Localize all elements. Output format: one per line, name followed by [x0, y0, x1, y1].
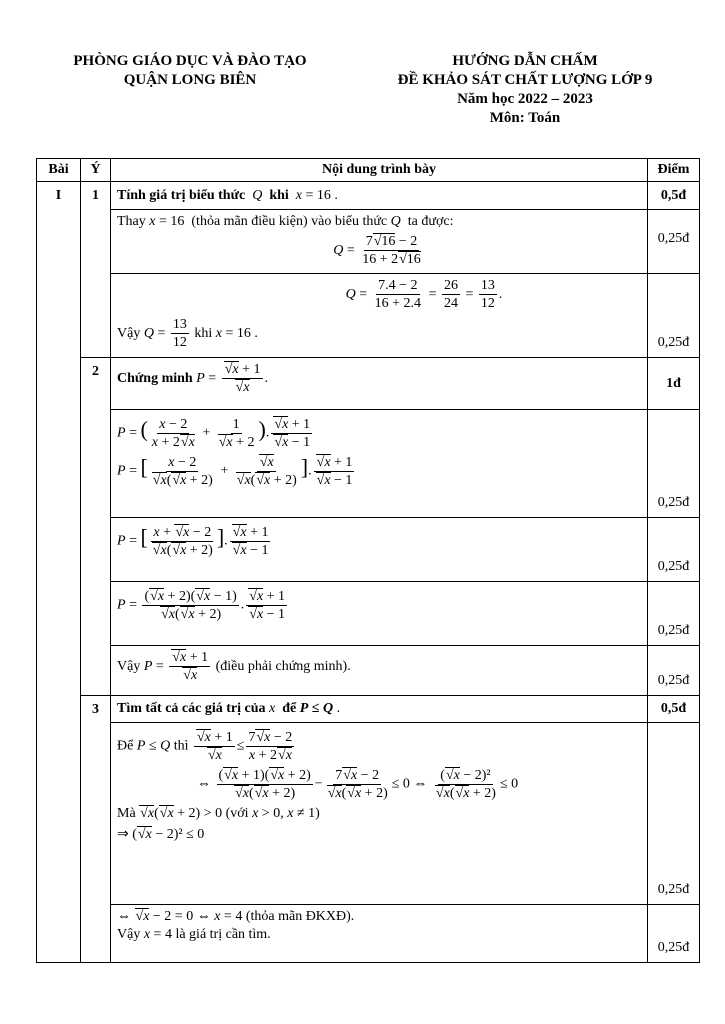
table-row	[37, 358, 700, 410]
q1-step1: Thay x = 16 (thỏa mãn điều kiện) vào biểu thức Q ta được: Q = $\frac{7√16 - 2}{16 + 2√16}$	[111, 210, 647, 272]
q2-step3-points: 0,25đ	[648, 582, 700, 646]
q1-step2-points: 0,25đ	[648, 274, 700, 358]
table-row	[37, 905, 700, 963]
q1-formula-1: Q = $\frac{7√16 - 2}{16 + 2√16}$	[333, 234, 421, 267]
subject: Môn: Toán	[489, 110, 561, 126]
table-row	[37, 210, 700, 274]
doc-title: HƯỚNG DẪN CHẤM	[452, 53, 598, 69]
department-name: PHÒNG GIÁO DỤC VÀ ĐÀO TẠO	[73, 53, 307, 69]
table-row	[37, 274, 700, 358]
table-row	[37, 182, 700, 210]
col-header-y: Ý	[81, 159, 111, 182]
table-row	[37, 723, 700, 905]
q2-title: Chứng minh P = $\frac{√x + 1}{√x}$ .	[117, 362, 268, 395]
table-row	[37, 696, 700, 723]
grading-table	[36, 158, 700, 963]
exam-title: ĐỀ KHẢO SÁT CHẤT LƯỢNG LỚP 9	[397, 72, 653, 88]
table-row	[37, 410, 700, 518]
q3-title: Tìm tất cả các giá trị của x để P ≤ Q .	[117, 701, 341, 716]
col-header-points: Điểm	[648, 159, 700, 182]
bai-number: I	[37, 182, 81, 963]
table-row	[37, 646, 700, 696]
q1-number: 1	[81, 182, 111, 358]
q3-step2-points: 0,25đ	[648, 905, 700, 963]
q2-step2: P = [ $\frac{x + √x - 2}{√x(√x + 2)}$ ]. $\frac{√x + 1}{√x - 1}$	[117, 524, 269, 558]
q2-conclusion: Vậy P = $\frac{√x + 1}{√x}$ (điều phải chứng minh).	[117, 650, 351, 683]
q2-step2-points: 0,25đ	[648, 518, 700, 582]
q2-step1-points: 0,25đ	[648, 410, 700, 518]
table-row	[37, 518, 700, 582]
col-header-bai: Bài	[37, 159, 81, 182]
q3-number: 3	[81, 696, 111, 963]
q2-step3: P = $\frac{(√x + 2)(√x - 1)}{√x(√x + 2)}$ . $\frac{√x + 1}{√x - 1}$	[117, 589, 286, 622]
q1-step2	[111, 274, 647, 355]
table-row	[37, 582, 700, 646]
q3-step1: Để P ≤ Q thì $\frac{√x + 1}{√x}$ ≤ $\frac{7√x - 2}{x + 2√x}$ ⇔ $\frac{(√x + 1)(√x + 2)}{√x(√x + 2)}$ − $\frac{7√x - 2}{√x(√x + 2)}$ ≤ 0 ⇔ $\frac{\text{(√x − 2)²}}{√x(√x + 2)}$ ≤ 0 Mà √x(√x + 2) > 0 (với x > 0, x ≠ 1) ⇒ (√x − 2)² ≤ 0	[117, 730, 519, 842]
q3-step2: ⇔ √x − 2 = 0 ⇔ x = 4 (thỏa mãn ĐKXĐ). Vậy x = 4 là giá trị cần tìm.	[117, 909, 355, 942]
q2-step4-points: 0,25đ	[648, 646, 700, 696]
q1-step1-points: 0,25đ	[648, 210, 700, 274]
header-left	[40, 52, 340, 90]
q1-title: Tính giá trị biểu thức Q khi x = 16 .	[117, 188, 338, 203]
header-right	[360, 52, 690, 128]
school-year: Năm học 2022 – 2023	[457, 91, 593, 107]
q2-step1: P = ( $\frac{x - 2}{x + 2√x}$ + $\frac{1}{√x + 2}$ ). $\frac{√x + 1}{√x - 1}$ P = [ $\frac{x - 2}{√x(√x + 2)}$ + $\frac{√x}{√x(√x + 2)}$ ]. $\frac{√x + 1}{√x - 1}$	[117, 416, 353, 488]
district-name: QUẬN LONG BIÊN	[123, 72, 257, 88]
q1-conclusion: Vậy Q = $\frac{13}{12}$ khi x = 16 .	[117, 317, 258, 350]
table-header-row	[37, 159, 700, 182]
col-header-content: Nội dung trình bày	[111, 159, 648, 182]
q2-points: 1đ	[648, 358, 700, 410]
q1-formula-2: Q = $\frac{7.4 - 2}{16 + 2.4}$ = $\frac{26}{24}$ = $\frac{13}{12}$ .	[345, 278, 503, 311]
q3-step1-points: 0,25đ	[648, 723, 700, 905]
q2-number: 2	[81, 358, 111, 696]
q3-points: 0,5đ	[648, 696, 700, 723]
q1-points: 0,5đ	[648, 182, 700, 210]
